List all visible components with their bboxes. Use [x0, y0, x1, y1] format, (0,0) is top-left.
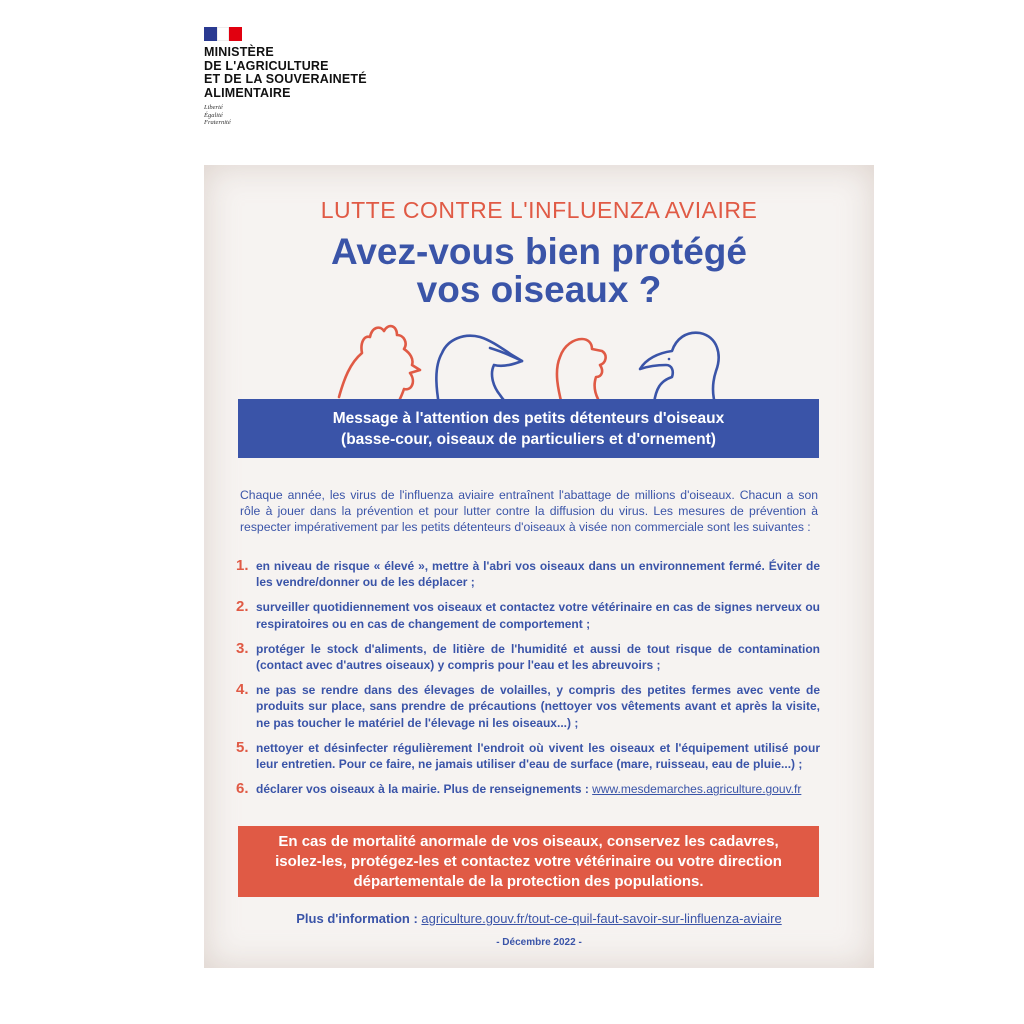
turkey-icon: [557, 339, 606, 405]
banner-line: Message à l'attention des petits détenteurs d'oiseaux: [332, 409, 725, 427]
list-item: [236, 641, 820, 673]
item-number: 2.: [236, 598, 249, 616]
poster-headline: [204, 233, 874, 309]
alert-line: En cas de mortalité anormale de vos oiseaux, conservez les cadavres,: [278, 832, 779, 850]
item-text: surveiller quotidiennement vos oiseaux et contactez votre vétérinaire en cas de signes nerveux ou respiratoires ou en cas de changement de comportement ;: [256, 600, 820, 631]
alert-line: départementale de la protection des populations.: [353, 872, 704, 890]
list-item: [236, 781, 820, 797]
motto-line: Égalité: [204, 111, 223, 119]
more-information-link[interactable]: agriculture.gouv.fr/tout-ce-quil-faut-savoir-sur-linfluenza-aviaire: [421, 911, 782, 926]
flag-blue-stripe: [204, 27, 217, 41]
list-item: [236, 558, 820, 590]
mesdemarches-link[interactable]: www.mesdemarches.agriculture.gouv.fr: [592, 782, 802, 797]
item-number: 3.: [236, 639, 249, 657]
item-number: 6.: [236, 780, 249, 798]
duck-icon: [640, 333, 719, 407]
ministry-name: [204, 46, 367, 100]
item-number: 4.: [236, 681, 249, 699]
more-information: [204, 911, 874, 926]
motto-line: Liberté: [204, 104, 223, 111]
ministry-name-line: ALIMENTAIRE: [204, 85, 291, 100]
republic-motto: [204, 104, 367, 127]
french-flag-icon: [204, 27, 242, 41]
item-text: ne pas se rendre dans des élevages de volailles, y compris des petites fermes avec vente de produits sur place, sans prendre de précautions (nettoyer vos vêtements avant et après la visite, ne pas toucher le matériel de l'élevage ni les oiseaux...) ;: [256, 683, 820, 730]
list-item: [236, 740, 820, 772]
audience-banner: [238, 399, 819, 458]
alert-line: isolez-les, protégez-les et contactez votre vétérinaire ou votre direction: [275, 852, 782, 870]
item-text: protéger le stock d'aliments, de litière de l'humidité et aussi de tout risque de contamination (contact avec d'autres oiseaux) y compris pour l'eau et les abreuvoirs ;: [256, 641, 820, 673]
poster: [204, 165, 874, 968]
item-number: 1.: [236, 557, 249, 574]
headline-line: Avez-vous bien protégé: [331, 231, 747, 272]
list-item: [236, 682, 820, 731]
list-item: [236, 599, 820, 631]
mortality-alert-banner: [238, 826, 819, 897]
item-text: nettoyer et désinfecter régulièrement l'endroit où vivent les oiseaux et l'équipement utilisé pour leur entretien. Pour ce faire, ne jamais utiliser d'eau de surface (mare, ruisseau, eau de pluie...) ;: [256, 740, 820, 772]
intro-paragraph: Chaque année, les virus de l'influenza aviaire entraînent l'abattage de millions d'oiseaux. Chacun a son rôle à jouer dans la prévention et pour lutter contre la diffusion du virus. Les mesures de prévention à respecter impérativement par les petits détenteurs d'oiseaux à visée non commerciale sont les suivantes :: [240, 488, 818, 534]
headline-line: vos oiseaux ?: [416, 269, 662, 310]
poster-kicker: LUTTE CONTRE L'INFLUENZA AVIAIRE: [320, 197, 758, 223]
bird-illustration: [324, 315, 744, 410]
more-information-label: Plus d'information :: [296, 911, 422, 926]
ministry-name-line: DE L'AGRICULTURE: [204, 58, 329, 73]
motto-line: Fraternité: [204, 119, 231, 126]
rooster-icon: [339, 326, 420, 403]
item-text: en niveau de risque « élevé », mettre à l'abri vos oiseaux dans un environnement fermé. Éviter de les vendre/donner ou de les déplacer ;: [256, 559, 820, 590]
ministry-name-line: ET DE LA SOUVERAINETÉ: [204, 72, 367, 86]
ministry-name-line: MINISTÈRE: [204, 45, 274, 59]
item-text-label: déclarer vos oiseaux à la mairie. Plus de renseignements :: [256, 782, 593, 797]
flag-red-stripe: [229, 27, 242, 41]
prevention-measures-list: [236, 558, 820, 806]
ministry-logo: [204, 27, 367, 127]
banner-line: (basse-cour, oiseaux de particuliers et d'ornement): [341, 430, 716, 448]
goose-icon: [436, 336, 522, 407]
item-text: [256, 781, 820, 797]
item-number: 5.: [236, 738, 249, 756]
flag-white-stripe: [217, 27, 230, 41]
publication-date: - Décembre 2022 -: [496, 937, 582, 948]
